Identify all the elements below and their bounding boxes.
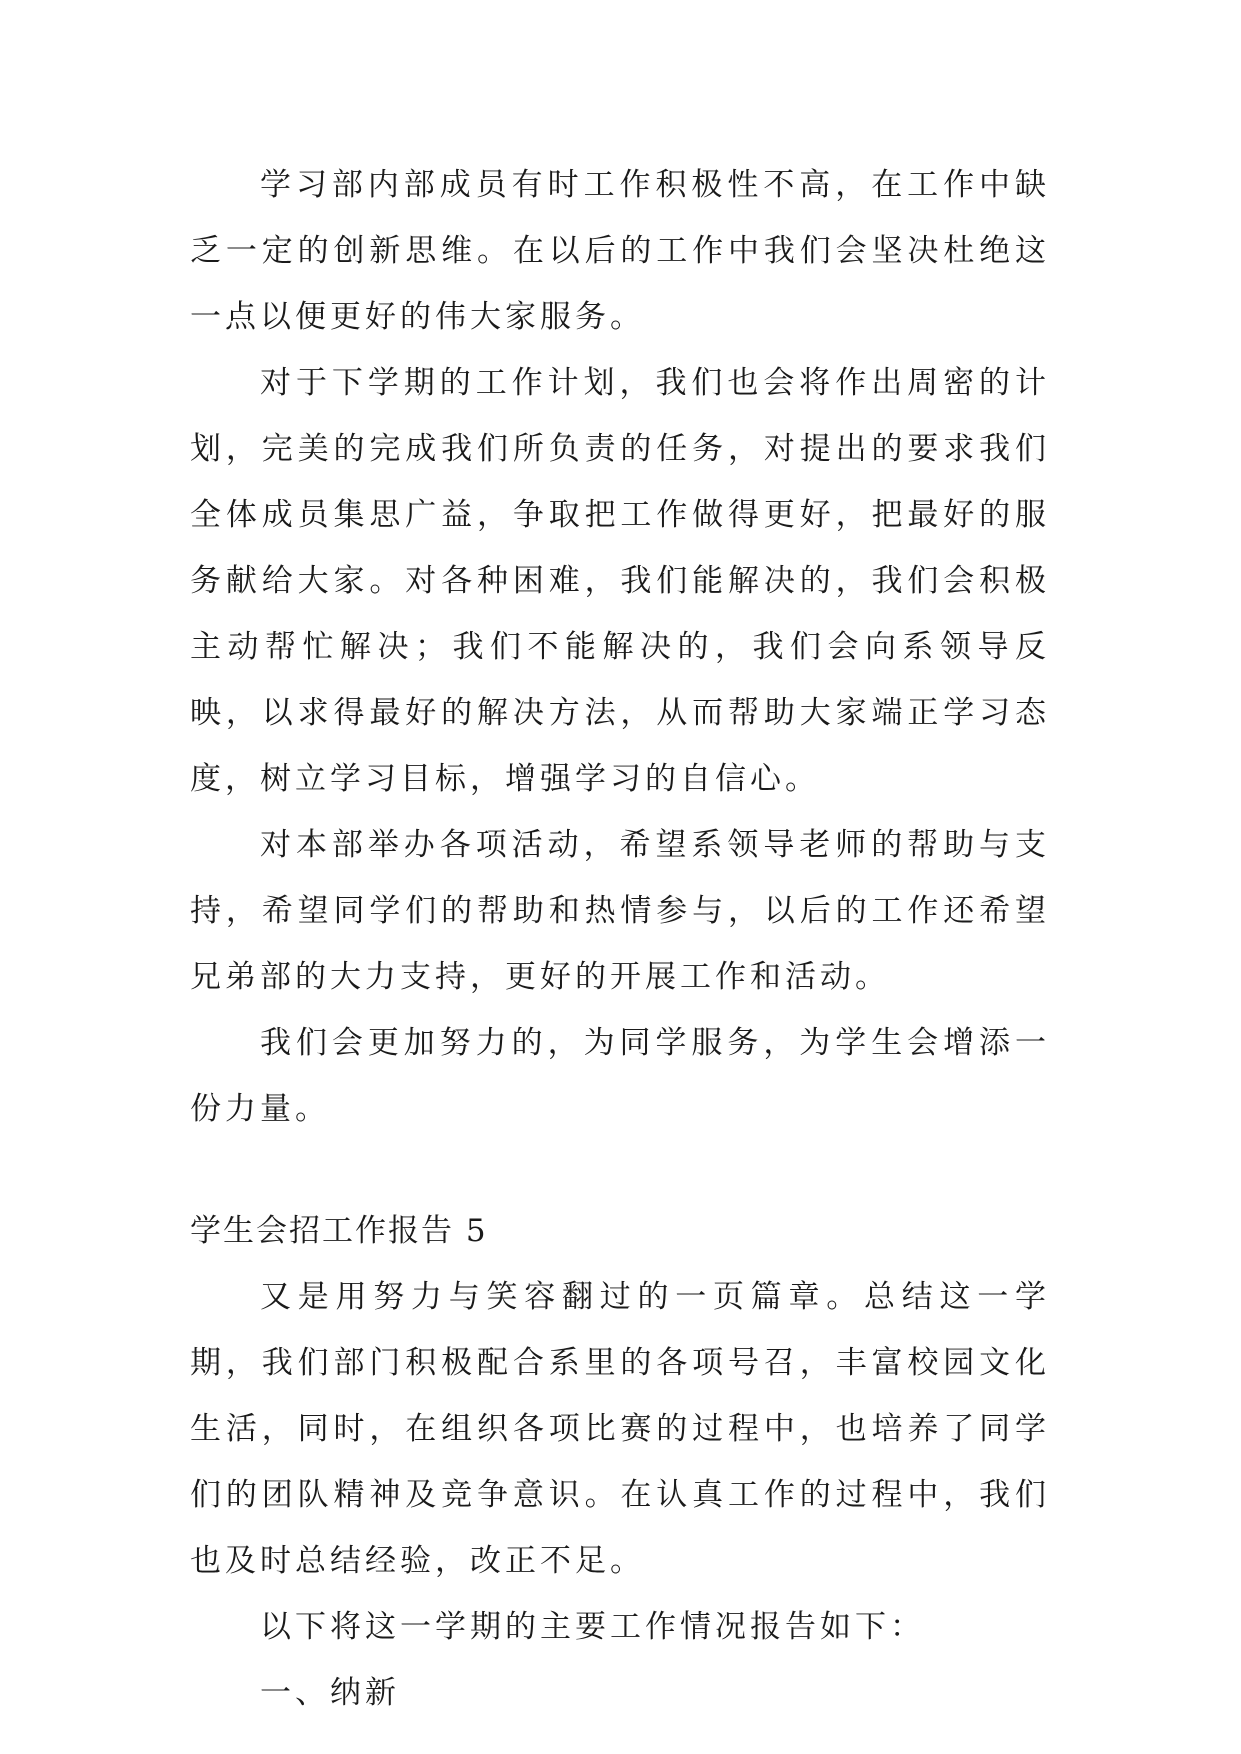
paragraph-term-summary: 又是用努力与笑容翻过的一页篇章。总结这一学期，我们部门积极配合系里的各项号召，丰富校园文化生活，同时，在组织各项比赛的过程中，也培养了同学们的团队精神及竞争意识。在认真工作的过程中，我们也及时总结经验，改正不足。 bbox=[190, 1279, 1050, 1579]
list-item-recruitment: 一、纳新 bbox=[260, 1675, 400, 1711]
paragraph-report-intro: 以下将这一学期的主要工作情况报告如下： bbox=[260, 1609, 925, 1645]
paragraph-learning-dept-issues: 学习部内部成员有时工作积极性不高，在工作中缺乏一定的创新思维。在以后的工作中我们会坚决杜绝这一点以便更好的伟大家服务。 bbox=[190, 167, 1050, 335]
section-heading: 学生会招工作报告 5 bbox=[190, 1213, 488, 1249]
paragraph-support-request: 对本部举办各项活动，希望系领导老师的帮助与支持，希望同学们的帮助和热情参与，以后的工作还希望兄弟部的大力支持，更好的开展工作和活动。 bbox=[190, 827, 1050, 995]
document-body bbox=[190, 152, 1050, 1726]
paragraph-closing: 我们会更加努力的，为同学服务，为学生会增添一份力量。 bbox=[190, 1025, 1050, 1127]
paragraph-next-term-plan: 对于下学期的工作计划，我们也会将作出周密的计划，完美的完成我们所负责的任务，对提出的要求我们全体成员集思广益，争取把工作做得更好，把最好的服务献给大家。对各种困难，我们能解决的，我们会积极主动帮忙解决；我们不能解决的，我们会向系领导反映，以求得最好的解决方法，从而帮助大家端正学习态度，树立学习目标，增强学习的自信心。 bbox=[190, 365, 1050, 797]
